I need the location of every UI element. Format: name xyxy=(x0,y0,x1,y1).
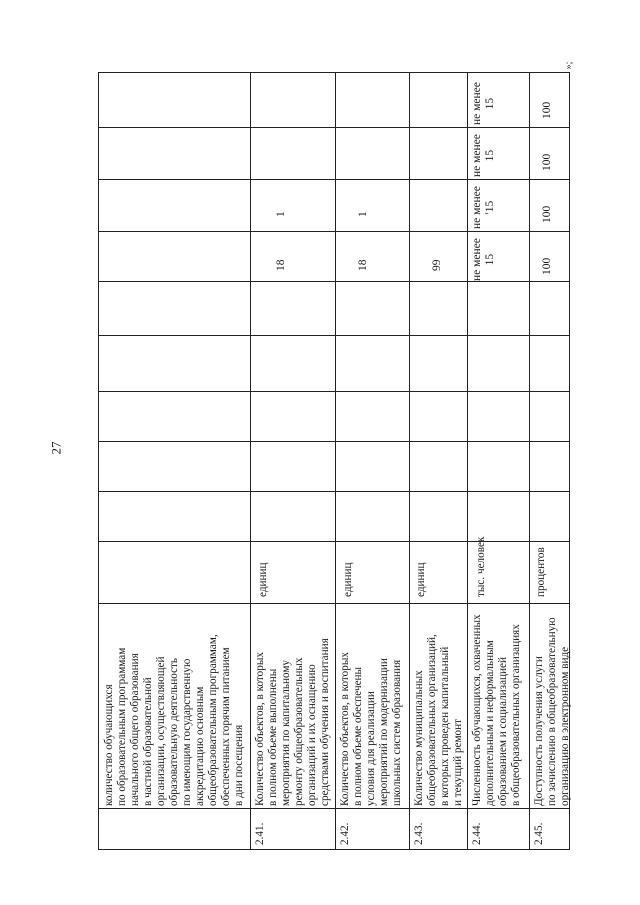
row-index: 2.42. xyxy=(339,822,351,845)
row-index: 2.43. xyxy=(413,822,425,845)
page-number: 27 xyxy=(48,441,64,455)
col-divider xyxy=(99,231,569,232)
row-divider xyxy=(335,73,336,849)
value-cell: 100 xyxy=(541,101,553,119)
col-divider xyxy=(99,335,569,336)
col-divider xyxy=(99,541,569,542)
col-divider xyxy=(99,441,569,442)
col-divider xyxy=(99,127,569,128)
col-divider xyxy=(99,179,569,180)
indicator-table xyxy=(98,72,570,850)
row-name: Количество объектов, в которых в полном объеме обеспечены условия для реализации мероприятий по модернизации школьных систем образования xyxy=(339,652,403,806)
value-cell: 1 xyxy=(275,211,287,217)
value-cell: не менее '15 xyxy=(471,186,496,229)
col-divider xyxy=(99,603,569,604)
value-cell: не менее 15 xyxy=(471,238,496,281)
value-cell: 1 xyxy=(357,211,369,217)
row-divider xyxy=(409,73,410,849)
row-index: 2.45. xyxy=(533,822,545,845)
row-divider xyxy=(250,73,251,849)
row-unit: единиц xyxy=(415,562,427,597)
row-unit: единиц xyxy=(342,562,354,597)
value-cell: не менее 15 xyxy=(471,82,496,125)
row-name: Количество объектов, в которых в полном объеме выполнены мероприятия по капитальному ремонту общеобразовательных организаций и их оснащению средствами обучения и воспитания xyxy=(254,638,331,806)
row-name: Количество муниципальных общеобразовательных организаций, в которых проведен капитальный и текущий ремонт xyxy=(413,634,464,806)
row-divider xyxy=(467,73,468,849)
row-unit: тыс. человек xyxy=(475,536,487,597)
col-divider xyxy=(99,808,569,809)
value-cell: 100 xyxy=(541,205,553,223)
value-cell: 18 xyxy=(357,259,369,271)
value-cell: 99 xyxy=(431,259,443,271)
row-unit: процентов xyxy=(535,547,547,597)
row-name: Доступность получения услуги по зачислению в общеобразовательную организацию в электронном виде xyxy=(533,617,571,806)
value-cell: не менее 15 xyxy=(471,134,496,177)
row-name: Численность обучающихся, охваченных дополнительным и неформальным образованием и социализацией в общеобразовательных организациях xyxy=(471,614,522,806)
col-divider xyxy=(99,391,569,392)
value-cell: 18 xyxy=(275,259,287,271)
closing-quote-mark: »; xyxy=(563,61,575,70)
value-cell: 100 xyxy=(541,257,553,275)
value-cell: 100 xyxy=(541,153,553,171)
col-divider xyxy=(99,491,569,492)
row-divider xyxy=(529,73,530,849)
row-name: количество обучающихся по образовательным программам начального общего образования в частной образовательной организации, осуществляющей образовательную деятельность по имеющим государственную аккредитацию основным общеобразовательным программам, обеспеченных горячим питанием в дни посещения xyxy=(103,634,245,806)
row-unit: единиц xyxy=(257,562,269,597)
row-index: 2.41. xyxy=(254,822,266,845)
col-divider xyxy=(99,281,569,282)
row-index: 2.44. xyxy=(471,822,483,845)
